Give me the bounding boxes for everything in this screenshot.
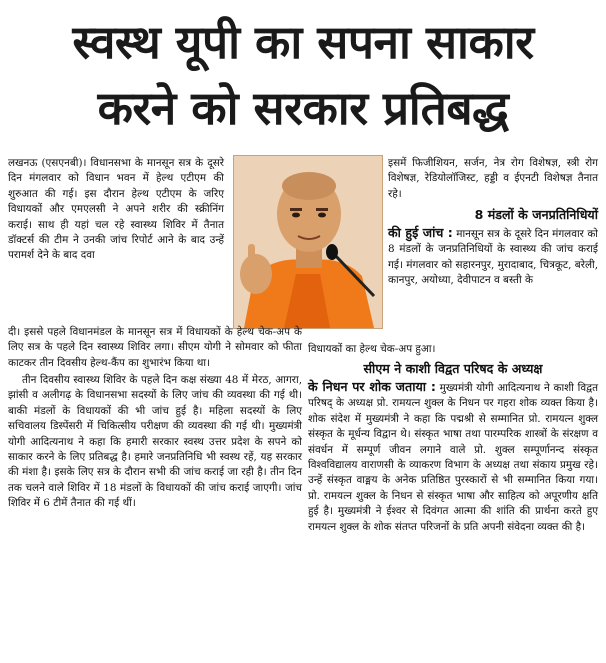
article-paragraph-mla-checkup: विधायकों का हेल्थ चेक-अप हुआ। bbox=[308, 343, 436, 355]
headline-line-2: करने को सरकार प्रतिबद्ध bbox=[97, 81, 509, 135]
subheading-shok bbox=[308, 360, 598, 377]
article-8-mandals-text: मानसून सत्र के दूसरे दिन मंगलवार को 8 मंडलों के जनप्रतिनिधियों के स्वास्थ्य की जांच कराई गई। मंगलवार को सहारनपुर, मुरादाबाद, चित्रकूट, बरेली, कानपुर, अयोध्या, देवीपाटन व बस्ती के bbox=[388, 228, 598, 287]
article-paragraph-shok bbox=[308, 378, 598, 535]
headline-line-1: स्वस्थ यूपी का सपना साकार bbox=[72, 15, 534, 69]
portrait-illustration bbox=[234, 156, 382, 328]
article-paragraph-doctors: इसमें फिजीशियन, सर्जन, नेत्र रोग विशेषज्ञ, स्त्री रोग विशेषज्ञ, रेडियोलॉजिस्ट, हड्डी व ईएनटी विशेषज्ञ तैनात रहे। bbox=[388, 157, 598, 200]
article-paragraph-camp-inauguration: दी। इससे पहले विधानमंडल के मानसून सत्र में विधायकों के हेल्थ चेक-अप के लिए सत्र के पहले दिन स्वास्थ्य शिविर लगा। सीएम योगी ने सोमवार को फीता काटकर तीन दिवसीय हेल्थ-कैंप का शुभारंभ किया था। bbox=[8, 326, 302, 369]
subheading-8-mandals-line-2: की हुई जांच : bbox=[388, 225, 453, 240]
subheading-8-mandals bbox=[388, 206, 598, 223]
article-shok-text: मुख्यमंत्री योगी आदित्यनाथ ने काशी विद्वत परिषद् के अध्यक्ष प्रो. रामयत्न शुक्ल के निधन पर गहरा शोक व्यक्त किया है। शोक संदेश में मुख्यमंत्री ने कहा कि पद्मश्री से सम्मानित प्रो. रामयत्न शुक्ल संस्कृत के मूर्धन्य विद्वान थे। संस्कृत भाषा तथा पारम्परिक शास्त्रों के संरक्षण व संवर्धन में सम्पूर्ण जीवन लगाने वाले प्रो. शुक्ल सम्पूर्णानन्द संस्कृत विश्वविद्यालय वाराणसी के व्याकरण विभाग के अध्यक्ष तथा संकाय प्रमुख रहे। उन्हें संस्कृत वाङ्मय के अनेक प्रतिष्ठित पुरस्कारों से भी सम्मानित किया गया। प्रो. रामयत्न शुक्ल के निधन से संस्कृत भाषा और साहित्य को अपूरणीय क्षति हुई है। मुख्यमंत्री ने ईश्वर से दिवंगत आत्मा की शांति की प्रार्थना करते हुए रामयत्न शुक्ल के शोक संतप्त परिजनों के प्रति अपनी संवेदना व्यक्त की है। bbox=[308, 382, 598, 533]
article-paragraph-camp-details: तीन दिवसीय स्वास्थ्य शिविर के पहले दिन कक्ष संख्या 48 में मेरठ, आगरा, झांसी व अलीगढ़ के विधानसभा सदस्यों के लिए जांच की व्यवस्था की गई थी। बाकी मंडलों के विधायकों की भी जांच हुई है। महिला सदस्यों के लिए सचिवालय डिस्पेंसरी में चिकित्सीय परीक्षण की व्यवस्था की गई थी। मुख्यमंत्री योगी आदित्यनाथ ने कहा कि हमारी सरकार स्वस्थ उत्तर प्रदेश के सपने को साकार करने के लिए प्रतिबद्ध है। हमारे जनप्रतिनिधि भी स्वस्थ रहें, यह सरकार की मंशा है। इसके लिए सत्र के दौरान सभी की जांच कराई जा रही है। तीन दिन तक चलने वाले शिविर में 18 मंडलों के विधायकों की जांच कराई जाएगी। जांच शिविर में 6 टीमें तैनात की गई थीं। bbox=[8, 374, 302, 510]
subheading-shok-line-1: सीएम ने काशी विद्वत परिषद के अध्यक्ष bbox=[363, 361, 543, 376]
article-paragraph-intro: लखनऊ (एसएनबी)। विधानसभा के मानसून सत्र के दूसरे दिन मंगलवार को विधान भवन में हेल्थ एटीएम की शुरुआत की गई। इस दौरान हेल्थ एटीएम के जरिए विधायकों और एमएलसी ने अपने शरीर की स्क्रीनिंग कराई। साथ ही यहां चल रहे स्वास्थ्य शिविर में तैनात डॉक्टर्स की टीम ने उनकी जांच रिपोर्ट आने के बाद उन्हें परामर्श देने के बाद दवा bbox=[8, 157, 224, 262]
subheading-8-mandals-line-1: 8 मंडलों के जनप्रतिनिधियों bbox=[474, 207, 598, 222]
yogi-adityanath-photo bbox=[233, 155, 383, 329]
article-paragraph-8-mandals bbox=[388, 224, 598, 289]
subheading-shok-line-2: के निधन पर शोक जताया : bbox=[308, 379, 436, 394]
